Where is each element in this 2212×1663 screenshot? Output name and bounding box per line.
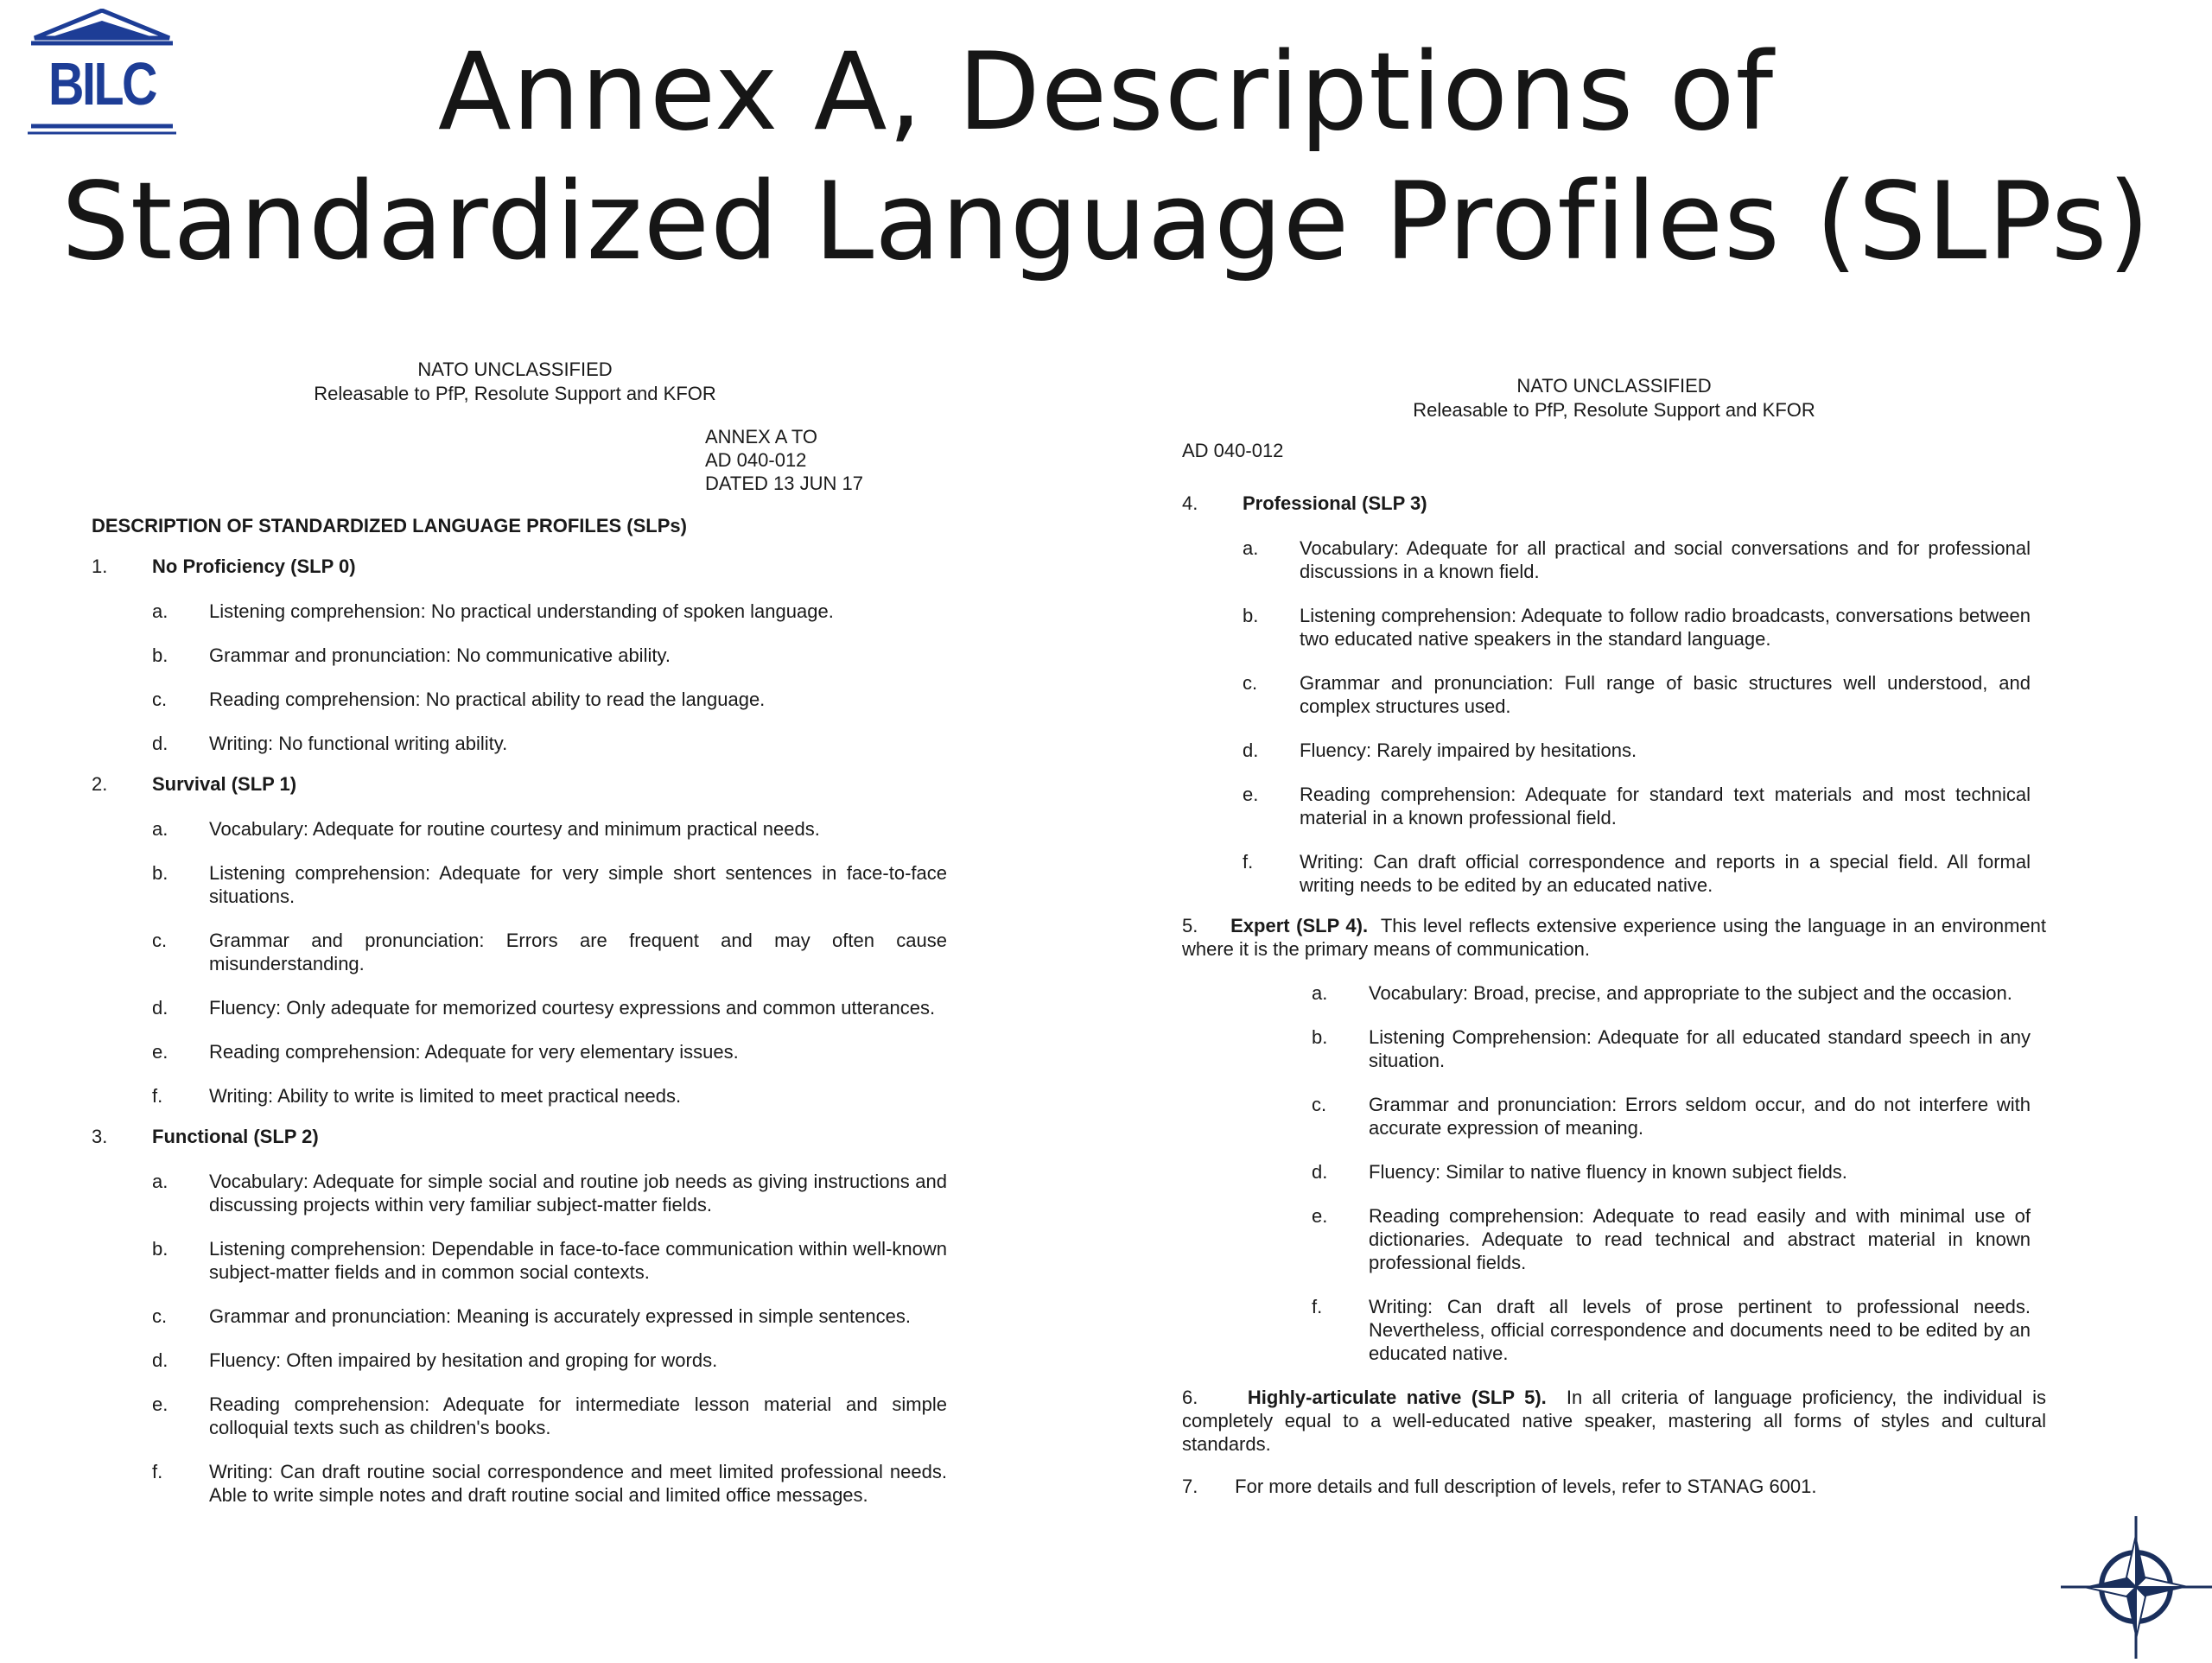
section-heading (92, 1125, 947, 1149)
list-item (152, 861, 947, 908)
section-6-paragraph (1182, 1386, 2046, 1456)
item-letter: b. (152, 862, 168, 884)
item-text: Listening Comprehension: Adequate for all educated standard speech in any situation. (1369, 1026, 2031, 1071)
left-classification-header (92, 358, 938, 406)
item-text: Grammar and pronunciation: Full range of basic structures well understood, and complex structures used. (1300, 672, 2031, 717)
list-item (1243, 850, 2031, 897)
section-number: 3. (92, 1126, 108, 1147)
list-item (152, 1170, 947, 1216)
item-letter: c. (152, 1305, 168, 1327)
item-letter: a. (152, 1171, 168, 1192)
section-text: For more details and full description of levels, refer to STANAG 6001. (1235, 1476, 1817, 1497)
section-5-paragraph (1182, 914, 2046, 961)
right-doc-ref: AD 040-012 (1182, 440, 1284, 461)
section-intro: This level reflects extensive experience using the language in an environment where it is the primary means of communication. (1182, 915, 2046, 960)
item-letter: e. (1243, 784, 1259, 805)
item-text: Writing: Can draft official correspondence and reports in a special field. All formal writing needs to be edited by an educated native. (1300, 851, 2031, 896)
item-letter: d. (152, 1349, 168, 1371)
section-title: Survival (SLP 1) (152, 773, 297, 795)
annex-line-3: DATED 13 JUN 17 (705, 473, 863, 494)
item-letter: e. (1312, 1205, 1328, 1227)
list-item (1312, 981, 2031, 1005)
item-text: Reading comprehension: No practical ability to read the language. (209, 689, 766, 710)
item-letter: a. (152, 600, 168, 622)
item-text: Reading comprehension: Adequate to read easily and with minimal use of dictionaries. Adequate to read technical and abstract material in known professional fields. (1369, 1205, 2031, 1273)
item-text: Reading comprehension: Adequate for standard text materials and most technical material in a known professional field. (1300, 784, 2031, 828)
item-text: Fluency: Similar to native fluency in known subject fields. (1369, 1161, 1847, 1183)
item-letter: b. (152, 644, 168, 666)
item-text: Vocabulary: Adequate for simple social and routine job needs as giving instructions and discussing projects within very familiar subject-matter fields. (209, 1171, 947, 1216)
item-text: Vocabulary: Adequate for routine courtesy and minimum practical needs. (209, 818, 820, 840)
section-number: 6. (1182, 1387, 1198, 1408)
item-letter: e. (152, 1041, 168, 1063)
list-item (152, 1460, 947, 1507)
left-releasability: Releasable to PfP, Resolute Support and KFOR (314, 383, 716, 404)
list-item (1312, 1025, 2031, 1072)
list-item (152, 1304, 947, 1328)
item-text: Fluency: Rarely impaired by hesitations. (1300, 739, 1637, 761)
list-item (1243, 783, 2031, 829)
item-text: Grammar and pronunciation: No communicative ability. (209, 644, 671, 666)
section-title: Functional (SLP 2) (152, 1126, 319, 1147)
item-letter: a. (1243, 537, 1259, 559)
section-heading (92, 772, 947, 797)
list-item (152, 1084, 947, 1108)
nato-compass-icon (2061, 1516, 2212, 1659)
section-heading (1182, 492, 2046, 516)
item-letter: c. (152, 930, 168, 951)
item-letter: d. (1312, 1161, 1328, 1183)
item-letter: a. (1312, 982, 1328, 1004)
section-number: 7. (1182, 1476, 1198, 1497)
list-item (152, 688, 947, 711)
item-letter: c. (1312, 1094, 1327, 1115)
item-text: Grammar and pronunciation: Meaning is accurately expressed in simple sentences. (209, 1305, 911, 1327)
section-7-paragraph (1182, 1475, 2046, 1498)
item-letter: f. (152, 1461, 163, 1482)
slide-title (0, 28, 2212, 287)
right-document-page (1182, 374, 2046, 1498)
nato-star-logo (2061, 1516, 2212, 1659)
item-text: Vocabulary: Adequate for all practical and social conversations and for professional discussions in a known field. (1300, 537, 2031, 582)
list-item (152, 1237, 947, 1284)
right-classification-header (1182, 374, 2046, 422)
list-item (152, 996, 947, 1019)
section-title: No Proficiency (SLP 0) (152, 555, 356, 577)
slide-title-line-1: Annex A, Descriptions of (437, 30, 1775, 155)
item-text: Listening comprehension: Dependable in face-to-face communication within well-known subject-matter fields and in common social contexts. (209, 1238, 947, 1283)
item-letter: a. (152, 818, 168, 840)
list-item (1243, 739, 2031, 762)
item-text: Writing: Can draft routine social correspondence and meet limited professional needs. Able to write simple notes and draft routine social and limited office messages. (209, 1461, 947, 1506)
left-classification: NATO UNCLASSIFIED (417, 359, 613, 380)
item-letter: b. (1312, 1026, 1328, 1048)
item-text: Writing: Ability to write is limited to meet practical needs. (209, 1085, 682, 1107)
list-item (152, 817, 947, 841)
section-title: Professional (SLP 3) (1243, 492, 1427, 514)
item-text: Fluency: Often impaired by hesitation and groping for words. (209, 1349, 718, 1371)
right-releasability: Releasable to PfP, Resolute Support and KFOR (1413, 399, 1815, 421)
section-number: 4. (1182, 492, 1198, 514)
item-letter: f. (152, 1085, 163, 1107)
item-letter: b. (152, 1238, 168, 1260)
list-item (152, 644, 947, 667)
section-title: Highly-articulate native (SLP 5). (1247, 1387, 1547, 1408)
item-text: Writing: Can draft all levels of prose pertinent to professional needs. Nevertheless, official correspondence and documents need to be edited by an educated native. (1369, 1296, 2031, 1364)
annex-line-2: AD 040-012 (705, 449, 807, 471)
item-text: Listening comprehension: Adequate to follow radio broadcasts, conversations between two educated native speakers in the standard language. (1300, 605, 2031, 650)
list-item (1312, 1160, 2031, 1184)
item-text: Listening comprehension: No practical understanding of spoken language. (209, 600, 834, 622)
item-text: Reading comprehension: Adequate for very elementary issues. (209, 1041, 739, 1063)
item-letter: b. (1243, 605, 1259, 626)
list-item (1312, 1295, 2031, 1365)
item-text: Vocabulary: Broad, precise, and appropriate to the subject and the occasion. (1369, 982, 2012, 1004)
item-letter: d. (152, 997, 168, 1019)
section-number: 1. (92, 555, 108, 577)
list-item (1312, 1204, 2031, 1274)
list-item (152, 600, 947, 623)
list-item (152, 929, 947, 975)
bilc-logo-text: BILC (48, 50, 156, 117)
document-title: DESCRIPTION OF STANDARDIZED LANGUAGE PROFILES (SLPs) (92, 515, 687, 536)
section-number: 2. (92, 773, 108, 795)
item-letter: f. (1243, 851, 1254, 873)
item-letter: d. (1243, 739, 1259, 761)
list-item (1312, 1093, 2031, 1139)
item-text: Writing: No functional writing ability. (209, 733, 508, 754)
section-text: In all criteria of language proficiency, the individual is completely equal to a well-educated native speaker, mastering all forms of styles and cultural standards. (1182, 1387, 2046, 1455)
annex-line-1: ANNEX A TO (705, 426, 818, 447)
list-item (152, 1349, 947, 1372)
item-letter: e. (152, 1393, 168, 1415)
list-item (1243, 671, 2031, 718)
item-text: Listening comprehension: Adequate for very simple short sentences in face-to-face situations. (209, 862, 947, 907)
list-item (1243, 536, 2031, 583)
item-text: Fluency: Only adequate for memorized courtesy expressions and common utterances. (209, 997, 936, 1019)
item-letter: f. (1312, 1296, 1323, 1317)
item-text: Reading comprehension: Adequate for intermediate lesson material and simple colloquial texts such as children's books. (209, 1393, 947, 1438)
item-text: Grammar and pronunciation: Errors seldom occur, and do not interfere with accurate expression of meaning. (1369, 1094, 2031, 1139)
section-heading (92, 555, 947, 579)
annex-reference (705, 425, 947, 495)
item-letter: c. (1243, 672, 1258, 694)
item-letter: d. (152, 733, 168, 754)
list-item (152, 1040, 947, 1063)
list-item (1243, 604, 2031, 651)
item-text: Grammar and pronunciation: Errors are frequent and may often cause misunderstanding. (209, 930, 947, 974)
section-number: 5. (1182, 915, 1198, 936)
right-classification: NATO UNCLASSIFIED (1516, 375, 1712, 397)
left-document-page (92, 358, 947, 1507)
slide-title-line-2: Standardized Language Profiles (SLPs) (61, 160, 2151, 284)
list-item (152, 732, 947, 755)
list-item (152, 1393, 947, 1439)
item-letter: c. (152, 689, 168, 710)
section-title: Expert (SLP 4). (1230, 915, 1369, 936)
